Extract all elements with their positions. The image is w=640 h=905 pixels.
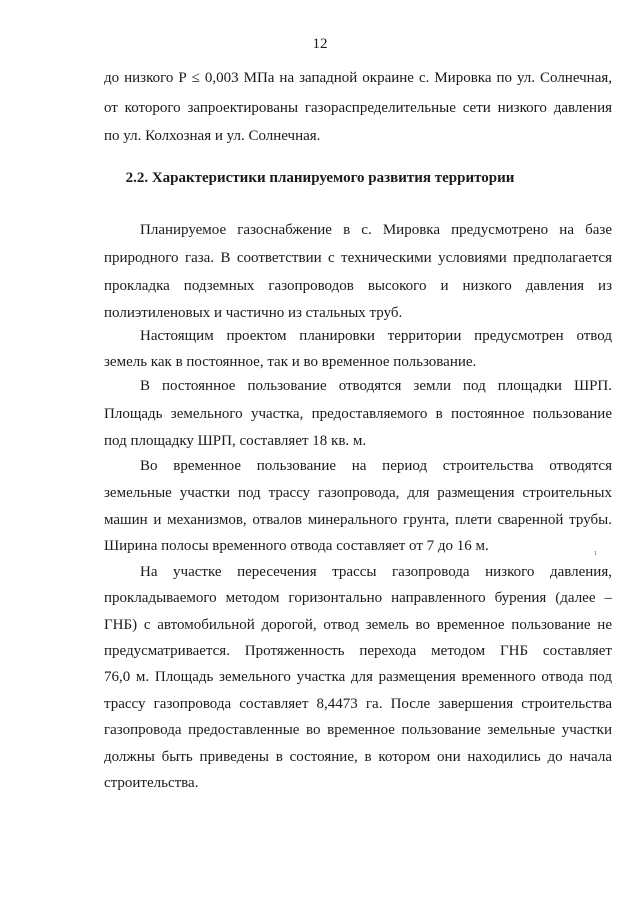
paragraph-line: природного газа. В соответствии с техническими условиями предполагается [104, 250, 612, 266]
paragraph-line: трассу газопровода составляет 8,4473 га. После завершения строительства [104, 696, 612, 712]
paragraph-line: земельные участки под трассу газопровода, для размещения строительных [104, 485, 612, 501]
paragraph-line: 76,0 м. Площадь земельного участка для размещения временного отвода под [104, 669, 612, 685]
paragraph-line: Ширина полосы временного отвода составляет от 7 до 16 м. [104, 538, 489, 554]
page-number: 12 [312, 36, 328, 52]
text-line: до низкого Р ≤ 0,003 МПа на западной окраине с. Мировка по ул. Солнечная, [104, 70, 612, 86]
section-heading: 2.2. Характеристики планируемого развития территории [125, 170, 515, 186]
paragraph-line: Настоящим проектом планировки территории предусмотрен отвод [140, 328, 612, 344]
paragraph-line: Во временное пользование на период строительства отводятся [140, 458, 612, 474]
paragraph-line: машин и механизмов, отвалов минерального грунта, плети сваренной трубы. [104, 512, 612, 528]
paragraph-line: прокладка подземных газопроводов высокого и низкого давления из [104, 278, 612, 294]
paragraph-line: В постоянное пользование отводятся земли под площадки ШРП. [140, 378, 612, 394]
text-line: от которого запроектированы газораспределительные сети низкого давления [104, 100, 612, 116]
paragraph-line: полиэтиленовых и частично из стальных труб. [104, 305, 403, 321]
paragraph-line: предусматривается. Протяженность перехода методом ГНБ составляет [104, 643, 612, 659]
paragraph-line: земель как в постоянное, так и во временное пользование. [104, 354, 477, 370]
scan-mark: 1 [594, 551, 597, 557]
paragraph-line: На участке пересечения трассы газопровода низкого давления, [140, 564, 612, 580]
paragraph-line: прокладываемого методом горизонтально направленного бурения (далее – [104, 590, 612, 606]
paragraph-line: ГНБ) с автомобильной дорогой, отвод земель во временное пользование не [104, 617, 612, 633]
text-line: по ул. Колхозная и ул. Солнечная. [104, 128, 321, 144]
paragraph-line: должны быть приведены в состояние, в котором они находились до начала [104, 749, 612, 765]
paragraph-line: Планируемое газоснабжение в с. Мировка предусмотрено на базе [140, 222, 612, 238]
paragraph-line: газопровода предоставленные во временное пользование земельные участки [104, 722, 612, 738]
paragraph-line: строительства. [104, 775, 199, 791]
paragraph-line: под площадку ШРП, составляет 18 кв. м. [104, 433, 367, 449]
paragraph-line: Площадь земельного участка, предоставляемого в постоянное пользование [104, 406, 612, 422]
